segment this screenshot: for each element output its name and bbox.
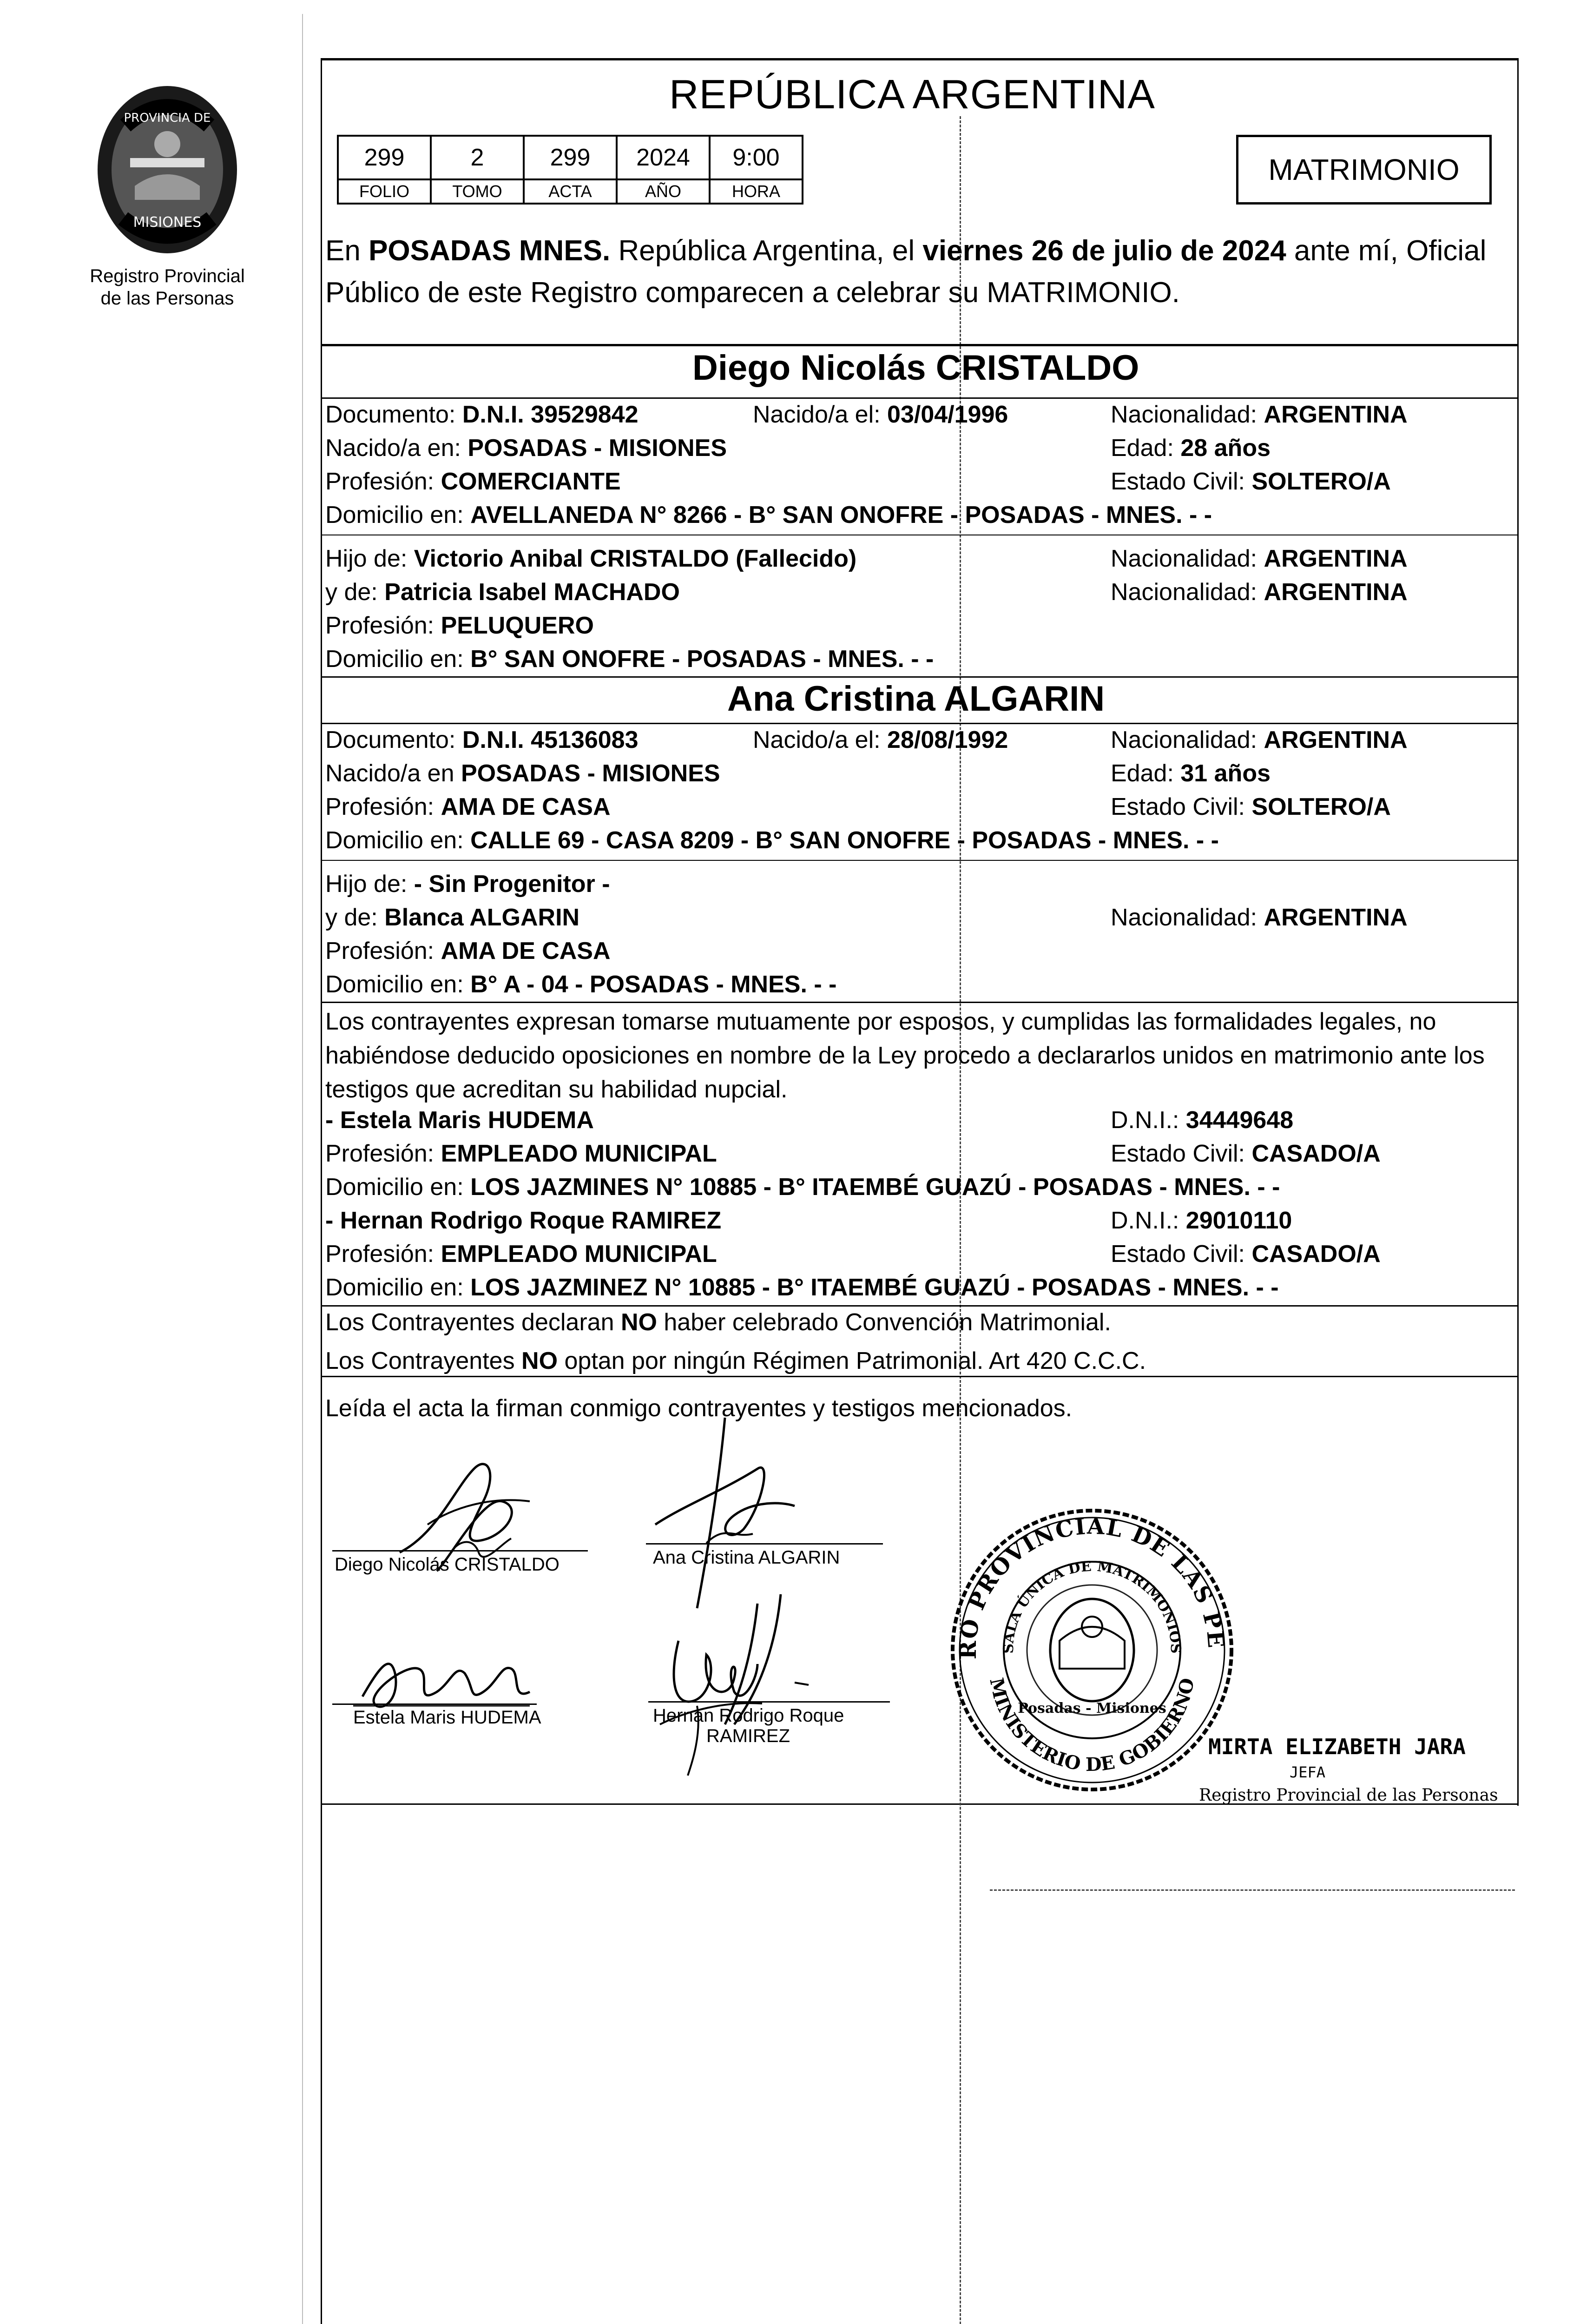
spouse1-name: Diego Nicolás CRISTALDO (692, 348, 1139, 388)
spouse1-document (325, 401, 639, 429)
value: - Sin Progenitor - (414, 871, 610, 898)
record-id-table (337, 135, 803, 205)
text: Los Contrayentes declaran (325, 1309, 621, 1336)
value: LOS JAZMINEZ N° 10885 - B° ITAEMBÉ GUAZÚ - POSADAS - MNES. - - (470, 1274, 1279, 1301)
acta-label: ACTA (524, 179, 617, 204)
value: AVELLANEDA N° 8266 - B° SAN ONOFRE - POSADAS - MNES. - - (470, 502, 1212, 528)
logo-caption-line2: de las Personas (100, 288, 234, 309)
spouse1-profession (325, 468, 621, 495)
value: CALLE 69 - CASA 8209 - B° SAN ONOFRE - POSADAS - MNES. - - (470, 827, 1219, 854)
witness1-civil-status (1111, 1140, 1381, 1168)
value: SOLTERO/A (1251, 468, 1391, 495)
label: Nacionalidad: (1111, 726, 1264, 753)
ano-value: 2024 (617, 136, 710, 179)
hora-label: HORA (710, 179, 803, 204)
frame-right (1517, 58, 1519, 1806)
provincial-coat-of-arms-logo (79, 70, 256, 265)
divider-4 (321, 676, 1519, 678)
value: CASADO/A (1251, 1241, 1381, 1268)
record-type-box (1236, 135, 1492, 205)
spouse1-birthplace (325, 434, 727, 462)
closing-text: Leída el acta la firman conmigo contrayentes y testigos mencionados. (325, 1395, 1073, 1422)
spouse1-parent-profession (325, 612, 594, 640)
witness1-profession (325, 1140, 717, 1168)
value: Victorio Anibal CRISTALDO (Fallecido) (414, 545, 857, 572)
label: Nacionalidad: (1111, 579, 1264, 606)
intro-date: viernes 26 de julio de 2024 (922, 235, 1286, 267)
spouse1-address (325, 501, 1212, 529)
stamp-ring-text: REGISTRO PROVINCIAL DE LAS PERSONAS (933, 1481, 1229, 1660)
value: B° A - 04 - POSADAS - MNES. - - (470, 971, 837, 998)
official-dashed-line (990, 1889, 1515, 1891)
label: Profesión: (325, 793, 441, 820)
label: y de: (325, 579, 385, 606)
divider-9 (321, 1376, 1519, 1377)
official-name: MIRTA ELIZABETH JARA (1208, 1734, 1466, 1759)
divider-6 (321, 860, 1519, 861)
value: Blanca ALGARIN (384, 904, 580, 931)
witness2-name (325, 1207, 721, 1235)
margin-rule (302, 14, 303, 2324)
label: Edad: (1111, 760, 1181, 787)
signature-line-4 (648, 1701, 890, 1703)
signature-line-1 (332, 1550, 588, 1552)
value: LOS JAZMINES N° 10885 - B° ITAEMBÉ GUAZÚ - POSADAS - MNES. - - (470, 1174, 1280, 1201)
spouse2-civil-status (1111, 793, 1391, 821)
spouse2-nationality (1111, 726, 1408, 754)
label: Nacionalidad: (1111, 545, 1264, 572)
value: ARGENTINA (1264, 904, 1408, 931)
divider-2 (321, 397, 1519, 399)
label: Hijo de: (325, 871, 414, 898)
value: B° SAN ONOFRE - POSADAS - MNES. - - (470, 646, 934, 673)
label: Nacionalidad: (1111, 401, 1264, 428)
signature-caption-2: Ana Cristina ALGARIN (653, 1547, 840, 1568)
divider-8 (321, 1305, 1519, 1307)
emphasis: NO (620, 1309, 657, 1336)
divider-1 (321, 344, 1519, 346)
official-round-stamp (933, 1481, 1241, 1799)
spouse1-mother (325, 578, 680, 606)
label: Profesión: (325, 612, 441, 639)
intro-place: POSADAS MNES. (369, 235, 611, 267)
value: 34449648 (1185, 1107, 1294, 1134)
value: CASADO/A (1251, 1140, 1381, 1167)
hora-value: 9:00 (710, 136, 803, 179)
value: AMA DE CASA (441, 938, 611, 964)
divider-7 (321, 1002, 1519, 1003)
stamp-inner-text: SALA ÚNICA DE MATRIMONIOS (1000, 1558, 1184, 1654)
tomo-label: TOMO (431, 179, 524, 204)
label: Domicilio en: (325, 646, 471, 673)
witness2-civil-status (1111, 1240, 1381, 1268)
center-fold-line (960, 116, 961, 2324)
margin-rule-lower (321, 1806, 322, 2324)
logo-banner-top: PROVINCIA DE (124, 111, 211, 125)
label: Profesión: (325, 468, 441, 495)
witness1-address (325, 1173, 1280, 1201)
value: 29010110 (1185, 1207, 1292, 1234)
witness1-dni (1111, 1106, 1293, 1134)
label: Nacido/a en (325, 760, 461, 787)
convention-line (325, 1308, 1111, 1336)
label: Domicilio en: (325, 502, 471, 528)
value: D.N.I. 45136083 (462, 726, 639, 753)
label: y de: (325, 904, 385, 931)
intro-text-1: En (325, 235, 369, 267)
label: Documento: (325, 401, 462, 428)
tomo-value: 2 (431, 136, 524, 179)
label: Nacido/a el: (753, 401, 888, 428)
spouse1-age (1111, 434, 1271, 462)
value: SOLTERO/A (1251, 793, 1391, 820)
logo-banner-bottom: MISIONES (133, 214, 202, 231)
signature-caption-4a: Hernan Rodrigo Roque (653, 1705, 844, 1726)
value: ARGENTINA (1264, 726, 1408, 753)
label: Domicilio en: (325, 1174, 471, 1201)
stamp-bottom-text: Posadas - Misiones (1018, 1700, 1166, 1717)
label: Documento: (325, 726, 462, 753)
value: ARGENTINA (1264, 579, 1408, 606)
value: AMA DE CASA (441, 793, 611, 820)
value: EMPLEADO MUNICIPAL (441, 1241, 717, 1268)
value: COMERCIANTE (441, 468, 621, 495)
label: Nacido/a en: (325, 435, 468, 462)
acta-value: 299 (524, 136, 617, 179)
signature-caption-1: Diego Nicolás CRISTALDO (335, 1554, 560, 1575)
signature-caption-4b: RAMIREZ (706, 1726, 790, 1746)
intro-text-2: República Argentina, el (610, 235, 923, 267)
label: Profesión: (325, 938, 441, 964)
value: PELUQUERO (441, 612, 594, 639)
spouse2-parent-address (325, 971, 836, 998)
value: EMPLEADO MUNICIPAL (441, 1140, 717, 1167)
divider-5 (321, 723, 1519, 724)
value: - Estela Maris HUDEMA (325, 1107, 594, 1134)
value: 28/08/1992 (887, 726, 1008, 753)
stamp-ministry-text: MINISTERIO DE GOBIERNO (985, 1676, 1199, 1776)
spouse2-profession (325, 793, 611, 821)
label: Profesión: (325, 1241, 441, 1268)
witness2-profession (325, 1240, 717, 1268)
spouse2-age (1111, 759, 1271, 787)
label: D.N.I.: (1111, 1107, 1186, 1134)
value: Patricia Isabel MACHADO (384, 579, 680, 606)
ano-label: AÑO (617, 179, 710, 204)
spouse1-parent-address (325, 645, 934, 673)
value: 31 años (1180, 760, 1271, 787)
label: Edad: (1111, 435, 1181, 462)
signature-scrawl-4 (641, 1585, 836, 1780)
label: Nacido/a el: (753, 726, 888, 753)
label: Domicilio en: (325, 971, 471, 998)
label: Nacionalidad: (1111, 904, 1264, 931)
spouse1-father (325, 545, 856, 573)
spouse1-birthdate (753, 401, 1008, 429)
signature-caption-3: Estela Maris HUDEMA (353, 1707, 541, 1728)
spouse1-father-nationality (1111, 545, 1408, 573)
spouse2-name: Ana Cristina ALGARIN (727, 679, 1105, 719)
spouse2-mother-nationality (1111, 904, 1408, 931)
signature-line-3 (332, 1703, 537, 1705)
text: haber celebrado Convención Matrimonial. (657, 1309, 1111, 1336)
declaration-text: Los contrayentes expresan tomarse mutuamente por esposos, y cumplidas las formalidades legales, no habiéndose deducido oposiciones en nombre de la Ley procedo a declararlos unidos en matrimonio ante los testigos que acreditan su habilidad nupcial. (325, 1008, 1485, 1103)
label: Domicilio en: (325, 1274, 471, 1301)
official-title: JEFA (1290, 1763, 1326, 1781)
text: Los Contrayentes (325, 1347, 522, 1374)
value: - Hernan Rodrigo Roque RAMIREZ (325, 1207, 722, 1234)
folio-label: FOLIO (338, 179, 431, 204)
label: Estado Civil: (1111, 1241, 1252, 1268)
regime-line (325, 1347, 1146, 1375)
intro-paragraph (325, 230, 1515, 314)
frame-top (321, 58, 1519, 60)
spouse2-mother (325, 904, 579, 931)
spouse2-document (325, 726, 639, 754)
spouse2-father (325, 870, 610, 898)
document-title: REPÚBLICA ARGENTINA (669, 71, 1155, 117)
value: D.N.I. 39529842 (462, 401, 639, 428)
frame-left (321, 58, 322, 1806)
label: D.N.I.: (1111, 1207, 1186, 1234)
label: Hijo de: (325, 545, 414, 572)
emphasis: NO (521, 1347, 558, 1374)
label: Estado Civil: (1111, 1140, 1252, 1167)
spouse1-civil-status (1111, 468, 1391, 495)
value: ARGENTINA (1264, 401, 1408, 428)
label: Estado Civil: (1111, 468, 1252, 495)
spouse2-parent-profession (325, 937, 611, 965)
value: POSADAS - MISIONES (467, 435, 727, 462)
value: ARGENTINA (1264, 545, 1408, 572)
text: optan por ningún Régimen Patrimonial. Art 420 C.C.C. (558, 1347, 1146, 1374)
witness2-dni (1111, 1207, 1292, 1235)
value: POSADAS - MISIONES (461, 760, 720, 787)
label: Profesión: (325, 1140, 441, 1167)
witness2-address (325, 1274, 1279, 1301)
witness1-name (325, 1106, 594, 1134)
record-type: MATRIMONIO (1268, 153, 1460, 186)
value: 28 años (1180, 435, 1271, 462)
spouse2-birthdate (753, 726, 1008, 754)
label: Domicilio en: (325, 827, 471, 854)
spouse2-address (325, 826, 1219, 854)
intro-text-3: ante mí, Oficial Público de este Registro comparecen a celebrar su MATRIMONIO. (325, 235, 1487, 309)
logo-caption (37, 265, 297, 310)
label: Estado Civil: (1111, 793, 1252, 820)
official-office: Registro Provincial de las Personas (1199, 1786, 1498, 1805)
folio-value: 299 (338, 136, 431, 179)
spouse2-birthplace (325, 759, 720, 787)
spouse1-mother-nationality (1111, 578, 1408, 606)
svg-text:MINISTERIO DE GOBIERNO (985, 1676, 1198, 1776)
value: 03/04/1996 (887, 401, 1008, 428)
signature-line-2 (646, 1543, 883, 1545)
spouse1-nationality (1111, 401, 1408, 429)
logo-caption-line1: Registro Provincial (90, 266, 245, 286)
